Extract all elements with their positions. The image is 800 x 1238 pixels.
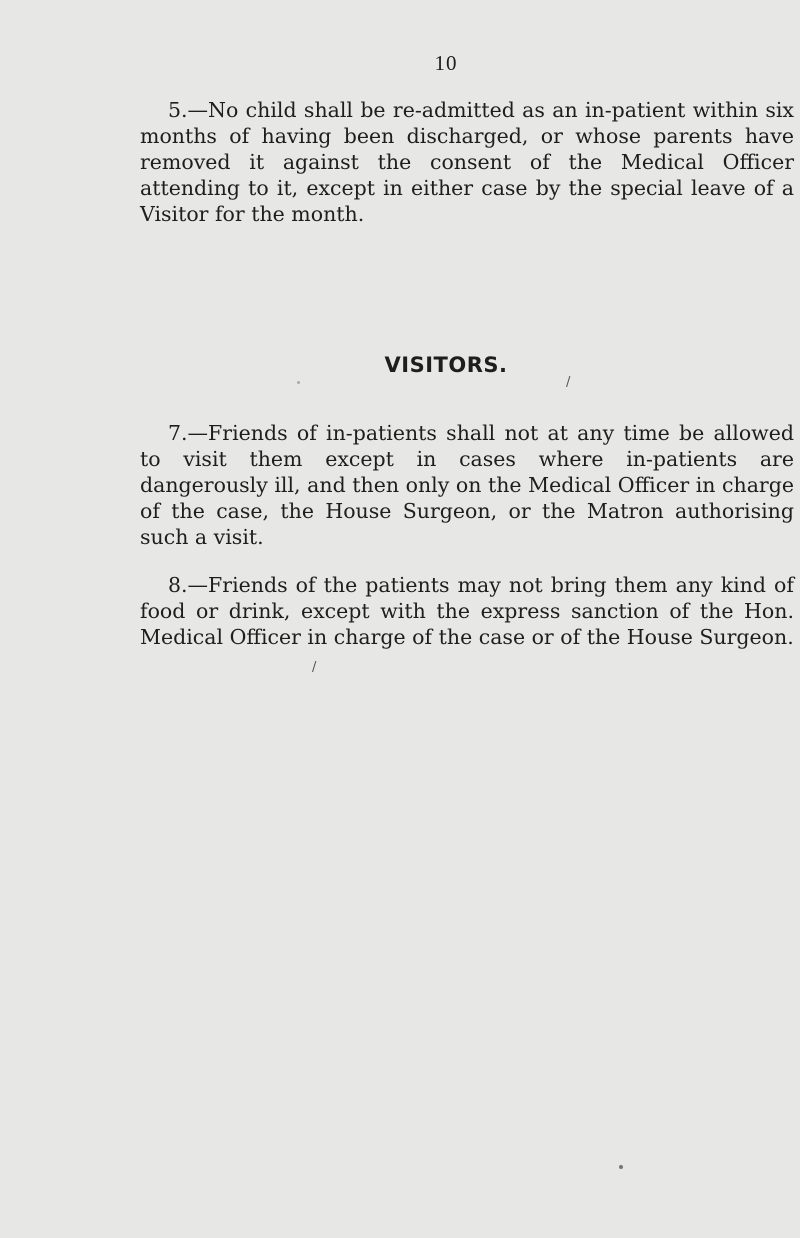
paragraph-7 bbox=[140, 420, 794, 550]
speck bbox=[297, 381, 300, 384]
paragraph-7-text: 7.—Friends of in-patients shall not at any time be allowed to visit them except in cases where in-patients are dangerously ill, and then only on the Medical Officer in charge of the case, the House Surgeon, or the Matron authorising such a visit. bbox=[140, 421, 794, 549]
page-number: 10 bbox=[434, 51, 458, 75]
paragraph-5-text: 5.—No child shall be re-admitted as an in-patient within six months of having been discharged, or whose parents have removed it against the consent of the Medical Officer attending to it, except in either case by the special leave of a Visitor for the month. bbox=[140, 98, 794, 226]
speck bbox=[619, 1165, 623, 1169]
paragraph-8-text: 8.—Friends of the patients may not bring them any kind of food or drink, except with the express sanction of the Hon. Medical Officer in charge of the case or of the House Surgeon. bbox=[140, 573, 794, 649]
pencil-tick-mark: / bbox=[566, 375, 571, 390]
section-heading-visitors: VISITORS. bbox=[384, 353, 508, 377]
paragraph-5 bbox=[140, 97, 794, 227]
pencil-tick-mark-2: / bbox=[312, 660, 317, 675]
paragraph-8 bbox=[140, 572, 794, 650]
